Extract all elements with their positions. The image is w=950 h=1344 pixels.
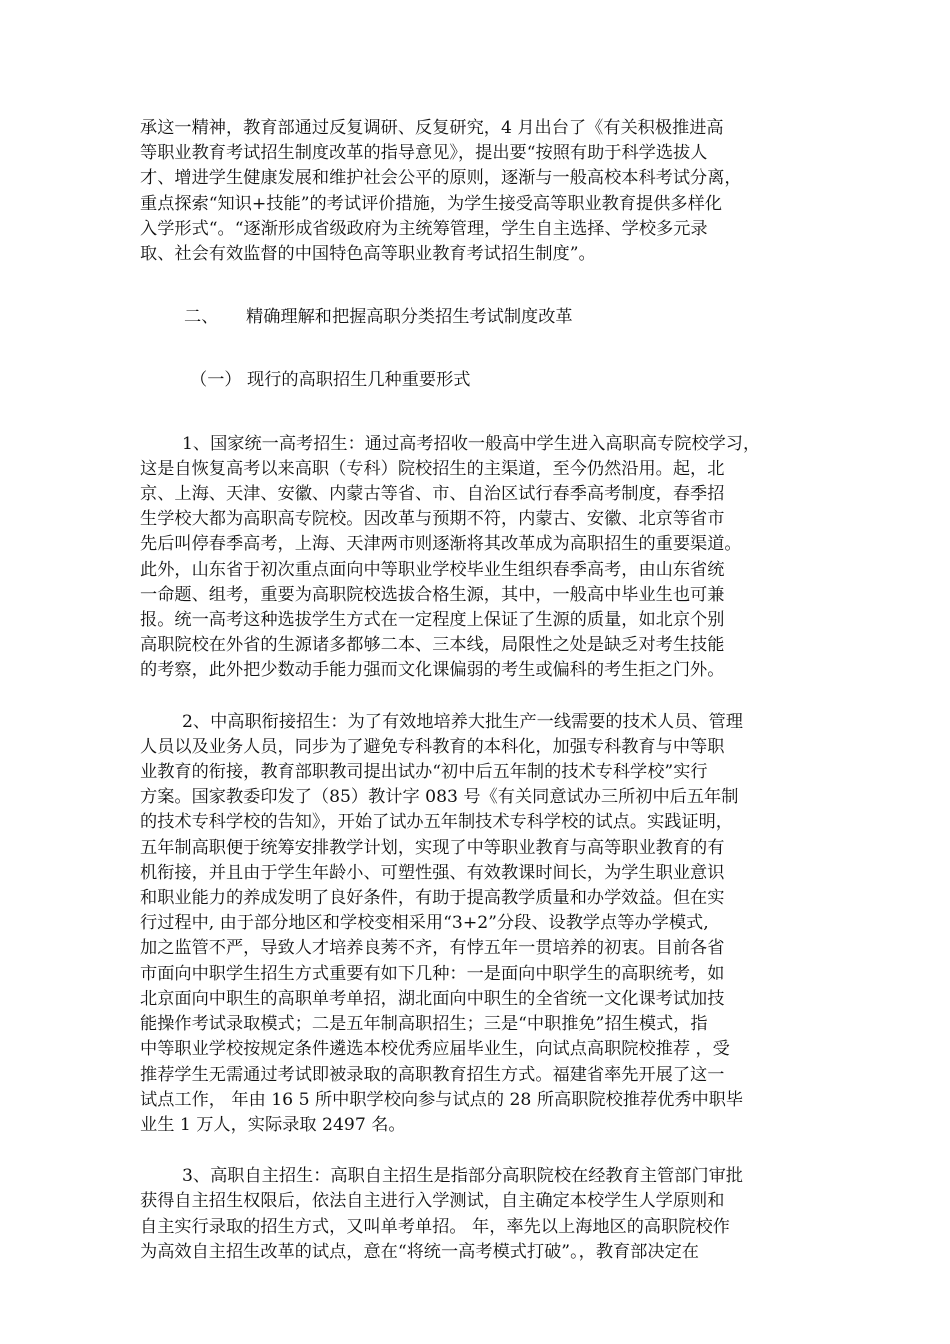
text-line: 等职业教育考试招生制度改革的指导意见》，提出要“按照有助于科学选拔人 [140, 143, 708, 164]
text-line: 京、上海、天津、安徽、内蒙古等省、市、自治区试行春季高考制度，春季招 [140, 484, 725, 505]
document-page [140, 116, 820, 1265]
text-line: 入学形式“。“逐渐形成省级政府为主统筹管理，学生自主选择、学校多元录 [140, 218, 708, 239]
subsection-title: （一） 现行的高职招生几种重要形式 [190, 370, 471, 391]
text-line: 推荐学生无需通过考试即被录取的高职教育招生方式。福建省率先开展了这一 [140, 1064, 725, 1085]
text-line: 这是自恢复高考以来高职（专科）院校招生的主渠道，至今仍然沿用。起，北 [140, 458, 725, 479]
subsection-heading [140, 368, 820, 393]
text-line: 加之监管不严，导致人才培养良莠不齐，有悖五年一贯培养的初衷。目前各省 [140, 938, 725, 959]
text-line: 3、高职自主招生：高职自主招生是指部分高职院校在经教育主管部门审批 [182, 1166, 743, 1187]
text-line: 才、增进学生健康发展和维护社会公平的原则，逐渐与一般高校本科考试分离， [140, 168, 742, 189]
text-line: 重点探索“知识+技能”的考试评价措施，为学生接受高等职业教育提供多样化 [140, 193, 722, 214]
text-line: 业教育的衔接，教育部职教司提出试办“初中后五年制的技术专科学校”实行 [140, 762, 708, 783]
text-line: 机衔接，并且由于学生年龄小、可塑性强、有效教课时间长，为学生职业意识 [140, 862, 725, 883]
paragraph-item-2 [140, 710, 820, 1138]
text-line: 生学校大都为高职高专院校。因改革与预期不符，内蒙古、安徽、北京等省市 [140, 509, 725, 530]
section-heading [140, 305, 820, 330]
text-line: 人员以及业务人员，同步为了避免专科教育的本科化，加强专科教育与中等职 [140, 736, 725, 757]
text-line: 2、中高职衔接招生：为了有效地培养大批生产一线需要的技术人员、管理 [182, 711, 743, 732]
text-line: 北京面向中职生的高职单考单招，湖北面向中职生的全省统一文化课考试加技 [140, 988, 725, 1009]
paragraph-item-1 [140, 432, 820, 684]
text-line: 五年制高职便于统筹安排教学计划，实现了中等职业教育与高等职业教育的有 [140, 837, 725, 858]
section-number: 二、 [184, 307, 219, 328]
text-line: 的考察，此外把少数动手能力强而文化课偏弱的考生或偏科的考生拒之门外。 [140, 660, 725, 681]
text-line: 报。统一高考这种选拔学生方式在一定程度上保证了生源的质量，如北京个别 [140, 610, 725, 631]
text-line: 一命题、组考，重要为高职院校选拔合格生源，其中，一般高中毕业生也可兼 [140, 584, 725, 605]
paragraph-item-3 [140, 1164, 820, 1265]
text-line: 业生 1 万人，实际录取 2497 名。 [140, 1114, 406, 1135]
text-line: 行过程中, 由于部分地区和学校变相采用“3+2”分段、设教学点等办学模式, [140, 913, 709, 934]
paragraph-intro [140, 116, 820, 267]
text-line: 此外，山东省于初次重点面向中等职业学校毕业生组织春季高考，由山东省统 [140, 559, 725, 580]
text-line: 的技术专科学校的告知》，开始了试办五年制技术专科学校的试点。实践证明， [140, 812, 733, 833]
text-line: 先后叫停春季高考，上海、天津两市则逐渐将其改革成为高职招生的重要渠道。 [140, 534, 742, 555]
section-title: 精确理解和把握高职分类招生考试制度改革 [246, 307, 573, 328]
text-line: 方案。国家教委印发了（85）教计字 083 号《有关同意试办三所初中后五年制 [140, 787, 739, 808]
text-line: 承这一精神，教育部通过反复调研、反复研究，4 月出台了《有关积极推进高 [140, 118, 724, 138]
text-line: 自主实行录取的招生方式，又叫单考单招。 年，率先以上海地区的高职院校作 [140, 1216, 730, 1237]
text-line: 取、社会有效监督的中国特色高等职业教育考试招生制度”。 [140, 244, 596, 265]
text-line: 能操作考试录取模式；二是五年制高职招生；三是“中职推免”招生模式，指 [140, 1014, 708, 1035]
text-line: 和职业能力的养成发明了良好条件，有助于提高教学质量和办学效益。但在实 [140, 888, 725, 909]
text-line: 中等职业学校按规定条件遴选本校优秀应届毕业生，向试点高职院校推荐 ，受 [140, 1039, 730, 1060]
text-line: 高职院校在外省的生源诸多都够二本、三本线，局限性之处是缺乏对考生技能 [140, 635, 725, 656]
text-line: 获得自主招生权限后，依法自主进行入学测试，自主确定本校学生人学原则和 [140, 1191, 725, 1212]
text-line: 为高效自主招生改革的试点，意在“将统一高考模式打破”。，教育部决定在 [140, 1241, 699, 1262]
text-line: 试点工作， 年由 16 5 所中职学校向参与试点的 28 所高职院校推荐优秀中职毕 [140, 1089, 744, 1110]
text-line: 1、国家统一高考招生：通过高考招收一般高中学生进入高职高专院校学习， [182, 433, 761, 454]
text-line: 市面向中职学生招生方式重要有如下几种：一是面向中职学生的高职统考，如 [140, 963, 725, 984]
